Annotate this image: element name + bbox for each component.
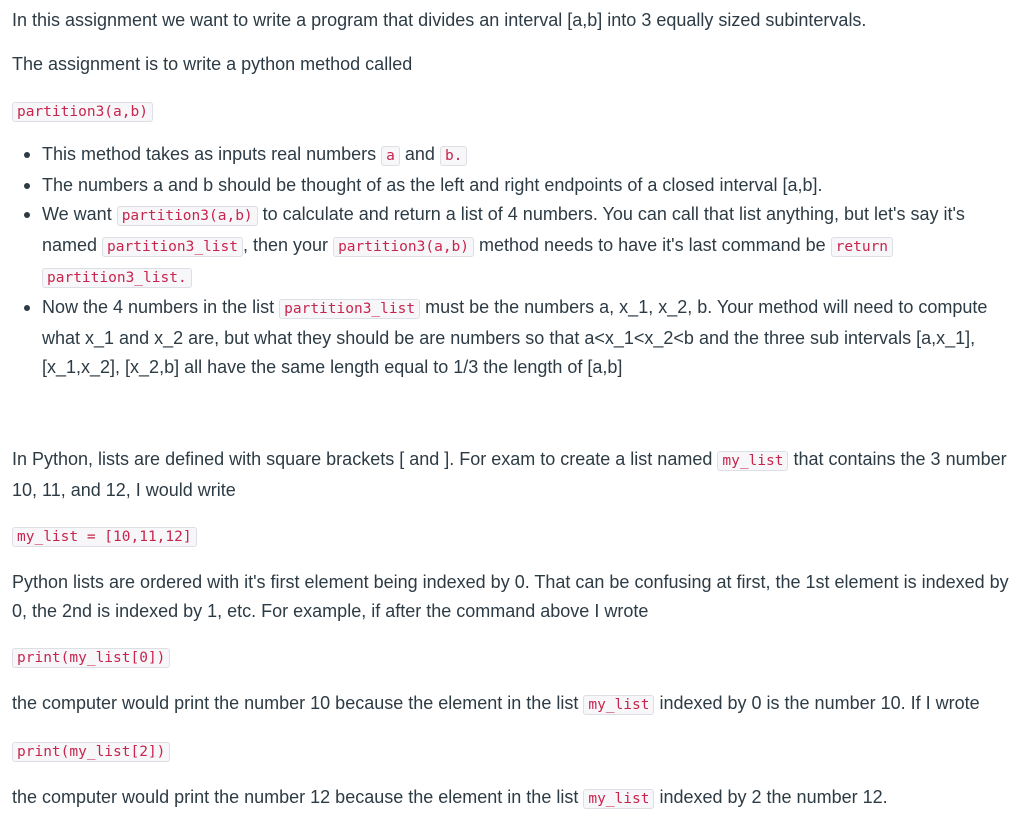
indexing-paragraph: Python lists are ordered with it's first element being indexed by 0. That can be confusing at first, the 1st element is indexed by 0, the 2nd is indexed by 1, etc. For example, if after the command above I wrote [12, 572, 1009, 621]
result-paragraph-2: the computer would print the number 12 because the element in the list my_list indexed by 2 the number 12. [12, 787, 888, 807]
inline-code-b: b. [440, 146, 467, 166]
inline-code-my-list: my_list [717, 451, 788, 471]
inline-code-partition3: partition3(a,b) [117, 206, 258, 226]
code-example-3 [12, 736, 1014, 767]
code-print-index-2: print(my_list[2]) [12, 742, 170, 762]
code-example-1 [12, 521, 1014, 552]
lists-intro-paragraph: In Python, lists are defined with square brackets [ and ]. For exam to create a list named my_list that contains the 3 number 10, 11, and 12, I would write [12, 449, 1007, 500]
inline-code-partition3: partition3(a,b) [333, 237, 474, 257]
inline-code-partition3-list: partition3_list [279, 299, 420, 319]
inline-code-my-list: my_list [583, 789, 654, 809]
list-item: • Now the 4 numbers in the list partition3_list must be the numbers a, x_1, x_2, b. Your method will need to compute what x_1 and x_2 are, but what they should be are numbers so that a<x_1<x_2<b and the three sub intervals [a,x_1], [x_1,x_2], [x_2,b] all have the same length equal to 1/3 the length of [a,b] [42, 293, 1014, 382]
inline-code-my-list: my_list [583, 695, 654, 715]
requirements-list [12, 140, 1014, 382]
inline-code-a: a [381, 146, 400, 166]
list-item: • The numbers a and b should be thought of as the left and right endpoints of a closed interval [a,b]. [42, 171, 1014, 200]
code-my-list-definition: my_list = [10,11,12] [12, 527, 197, 547]
list-item: • We want partition3(a,b) to calculate and return a list of 4 numbers. You can call that list anything, but let's say it's named partition3_list , then your partition3(a,b) method needs to have it's last command be return partition3_list. [42, 200, 1014, 293]
inline-code-return: return [831, 237, 893, 257]
result-paragraph-1: the computer would print the number 10 because the element in the list my_list indexed by 0 is the number 10. If I wrote [12, 693, 980, 713]
method-signature-block [12, 96, 1014, 127]
list-item: • This method takes as inputs real numbers a and b. [42, 140, 1014, 171]
code-example-2 [12, 642, 1014, 673]
inline-code-partition3-list: partition3_list [102, 237, 243, 257]
inline-code-partition3-list: partition3_list. [42, 268, 192, 288]
method-signature-code: partition3(a,b) [12, 102, 153, 122]
code-print-index-0: print(my_list[0]) [12, 648, 170, 668]
intro-paragraph: In this assignment we want to write a program that divides an interval [a,b] into 3 equally sized subintervals. [12, 10, 867, 30]
task-paragraph: The assignment is to write a python method called [12, 54, 413, 74]
